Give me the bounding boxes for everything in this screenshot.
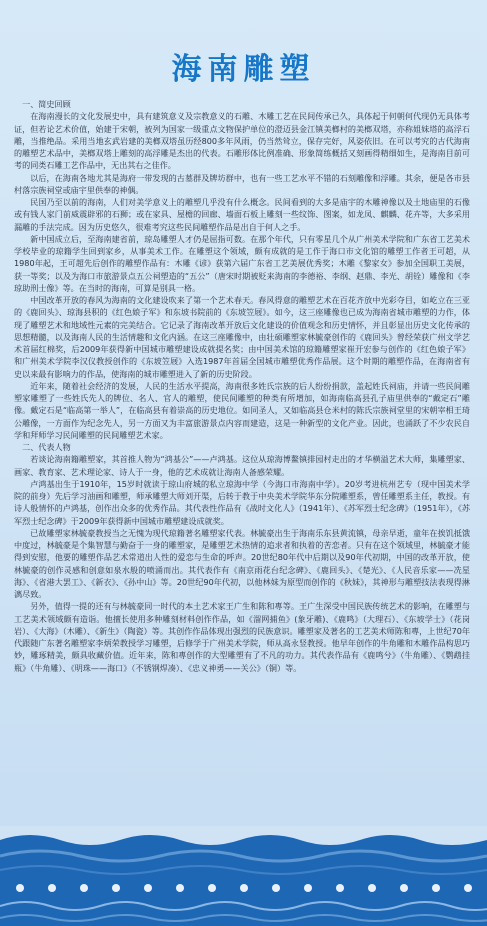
people-paragraph: 已故雕塑家林毓豪教授当之无愧为现代琼籍著名雕塑家代表。林毓豪出生于海南乐东县黄流镇，母亲早逝，童年在挨饥抵饿中度过，林毓豪是个集智慧与勤奋于一身的雕塑家，是雕塑艺术热情的追求者和执着的苦恋者。只有在这个领域里，林毓豪才能得到安慰，他要的雕塑作品艺术常道出人性的爱恋与生命的呼声。20世纪80年代中后期以及90年代初期，中国的改革开放，使林毓豪的创作灵感和创意如泉水般的喷涌而出。其代表作有《南京雨花台纪念碑》、《鹿回头》、《楚光》、《人民音乐家——冼星海》、《省港大罢工》、《新衣》、《孙中山》等。20世纪90年代初，以他林妹为原型而创作的《秋妹》，其神形与雕塑技法表现得淋漓尽致。 [14, 527, 470, 599]
people-paragraph: 若谈论海南籍雕塑家，其首推人物为“鸿基公”——卢鸿基。这位从琼海博鳌镇排园村走出的才华横溢艺术大师，集雕塑家、画家、教育家、艺术理论家、诗人于一身，他的艺术成就让海南人备感荣耀。 [14, 454, 470, 477]
history-paragraph: 民国乃至以前的海南，人们对美学意义上的雕塑几乎没有什么概念。民间看到的大多是庙宇的木雕神像以及土地庙里的石像或有钱人家门前威震辟邪的石狮；或在家具、屋檐的回廊、墙面石板上雕刻一些纹饰、图案，如龙凤、麒麟、花卉等，大多采用漏雕的手法完成。因为历史悠久，很难考究这些民间雕塑作品是出自于何人之手。 [14, 197, 470, 232]
section-heading-history: 一、简史回顾 [22, 99, 71, 109]
people-paragraph: 卢鸿基出生于1910年，15岁时就读于琼山府城的私立琼海中学（今海口市海南中学）。20岁考进杭州艺专（现中国美术学院的前身）先后学习油画和雕塑，师承雕塑大师刘开渠，后转于教于中央美术学院华东分院雕塑系，曾任雕塑系主任，教授。有诗人般情怀的卢鸿基，创作出众多的优秀作品。其代表性作品有《战时文化人》（1941年）、《苏军烈士纪念碑》（1951年），《苏军烈士纪念碑》于2009年获得新中国城市雕塑建设成就奖。 [14, 478, 470, 526]
wave-pattern-icon [0, 826, 487, 926]
history-paragraph: 近年来，随着社会经济的发展，人民的生活水平提高，海南很多姓氏宗族的后人纷纷捐款，盖起姓氏祠庙，并请一些民间雕塑家雕塑了一些姓氏先人的牌位、名人、官人的雕塑，使民间雕塑的种类有所增加，如海南临高县孔子庙里供奉的“戴定石”雕像。戴定石是“临高第一举人”，在临高县有着崇高的历史地位。如同圣人，又如临高县仓米村的陈氏宗族祠堂里的宋朝宰相王琦公雕像，一方面作为纪念先人，另一方面又为丰富旅游景点内容而建造，这是一种新型的文化产业。因此，也涌跃了不少农民自学和拜师学习民间雕塑的民间雕塑艺术家。 [14, 380, 470, 440]
article-body [14, 98, 470, 674]
page-title: 海南雕塑 [171, 52, 316, 87]
history-paragraph: 新中国成立后，至海南建省前，琼岛雕塑人才仍是屈指可数。在那个年代，只有零星几个从广州美术学院和广东省工艺美术学校毕业的琼籍学生回到家乡，从事美术工作。在雕塑这个领域，颇有成就的是工作于海口市文化馆的雕塑工作者王可超，从1980年起，王可超先后创作的雕塑作品有：木雕《谚》获第六届广东省工艺美展优秀奖；木雕《黎家女》参加全国职工美展，获一等奖；以及为海口市旅游景点五公祠塑造的“五公”（唐宋时期被贬来海南的李德裕、李纲、赵鼎、李光、胡铨）雕像和《李琼助刑士像》等。在当时的海南，可算是别具一格。 [14, 233, 470, 293]
section-heading-people: 二、代表人物 [22, 442, 71, 452]
decorative-footer [0, 826, 487, 926]
history-paragraph: 以后，在海南各地尤其是海府一带发现的古墓群及牌坊群中，也有一些工艺水平不错的石刻雕像和浮雕。其余，便是各市县村落宗族祠堂或庙宇里供奉的神偶。 [14, 172, 470, 195]
people-paragraph: 另外，值得一提的还有与林毓豪同一时代的本土艺术家王广生和陈和專等。王广生深受中国民族传统艺术的影响，在雕塑与工艺美术领域颇有造诣。他擅长使用多种雕刻材料创作作品，如《溜网捕鱼》(象牙雕)、《鹿鸣》（大理石）、《东坡学士》（花岗岩）、《大海》（木雕）、《新生》（陶瓷）等。其创作作品体现出强烈的民族意识。雕塑家及著名的工艺美术师陈和專，上世纪70年代跟随广东著名雕塑家李炳荣教授学习雕塑，后修学于广州美术学院，师从高永竖教授。他早年创作的牛角雕和木雕作品构思巧妙，雕琢精美，颇具收藏价值。近年来，陈和專创作的大型雕塑有了不凡的功力。其代表作品有《鹿鸣兮》（牛角雕）、《鹦鹉挂瓶》（牛角雕）、《明珠——海口》（不锈钢焊凑）、《忠义神勇——关公》（铜）等。 [14, 601, 470, 673]
history-paragraph: 在海南漫长的文化发展史中，具有建筑意义及宗教意义的石雕、木雕工艺在民间传承已久，具体起于何朝何代现仍无具体考证，但若论艺术价值，始建于宋朝，被列为国家一级重点文物保护单位的澄迈县金江镇美榔村的美榔双塔，亦称姐妹塔的高浮石雕，当推绝品。采用当地玄武岩建的美榔双塔虽历经800多年风雨，仍当然耸立，保存完好，风姿依旧。在可以考究的古代海南的雕塑艺术品中，美榔双塔上雕刻的高浮雕是杰出的代表。石雕形体比例准确、形象简练概括又刻画得精细如生，是海南目前可考的同类石雕工艺作品中，无出其右之佳作。 [14, 111, 470, 171]
history-paragraph: 中国改革开放的春风为海南的文化建设吹来了第一个艺术春天。春风得意的雕塑艺术在百花齐放中光彩夺目，如屹立在三亚的《鹿回头》、琼海县积的《红色娘子军》和东坡书院前的《东坡笠屐》。如今，这三座雕像也已成为海南省城市雕塑的力作，体现了雕塑艺术和地域性元素的完美结合。它记录了海南改革开放后文化建设的价值观念和历史情怀，并且彰显出历史文化传承的思想精髓，以及海南人民的生活情趣和文化内涵。在这三座雕像中，由壮硕雕塑家林毓豪创作的《鹿回头》曾经荣获广州文学艺术首届红棉奖，后2009年获得新中国城市雕塑建设成就提名奖；由中国美术馆的琼籍雕塑家崔开宏参与创作的《红色娘子军》和广州美术学院李汉仪教授创作的《东坡笠屐》入选1987年首届全国城市雕塑优秀作品展。这个时期的雕塑作品，在海南省有史以来最有影响力的作品，使海南的城市雕塑进入了新的历史阶段。 [14, 295, 470, 379]
